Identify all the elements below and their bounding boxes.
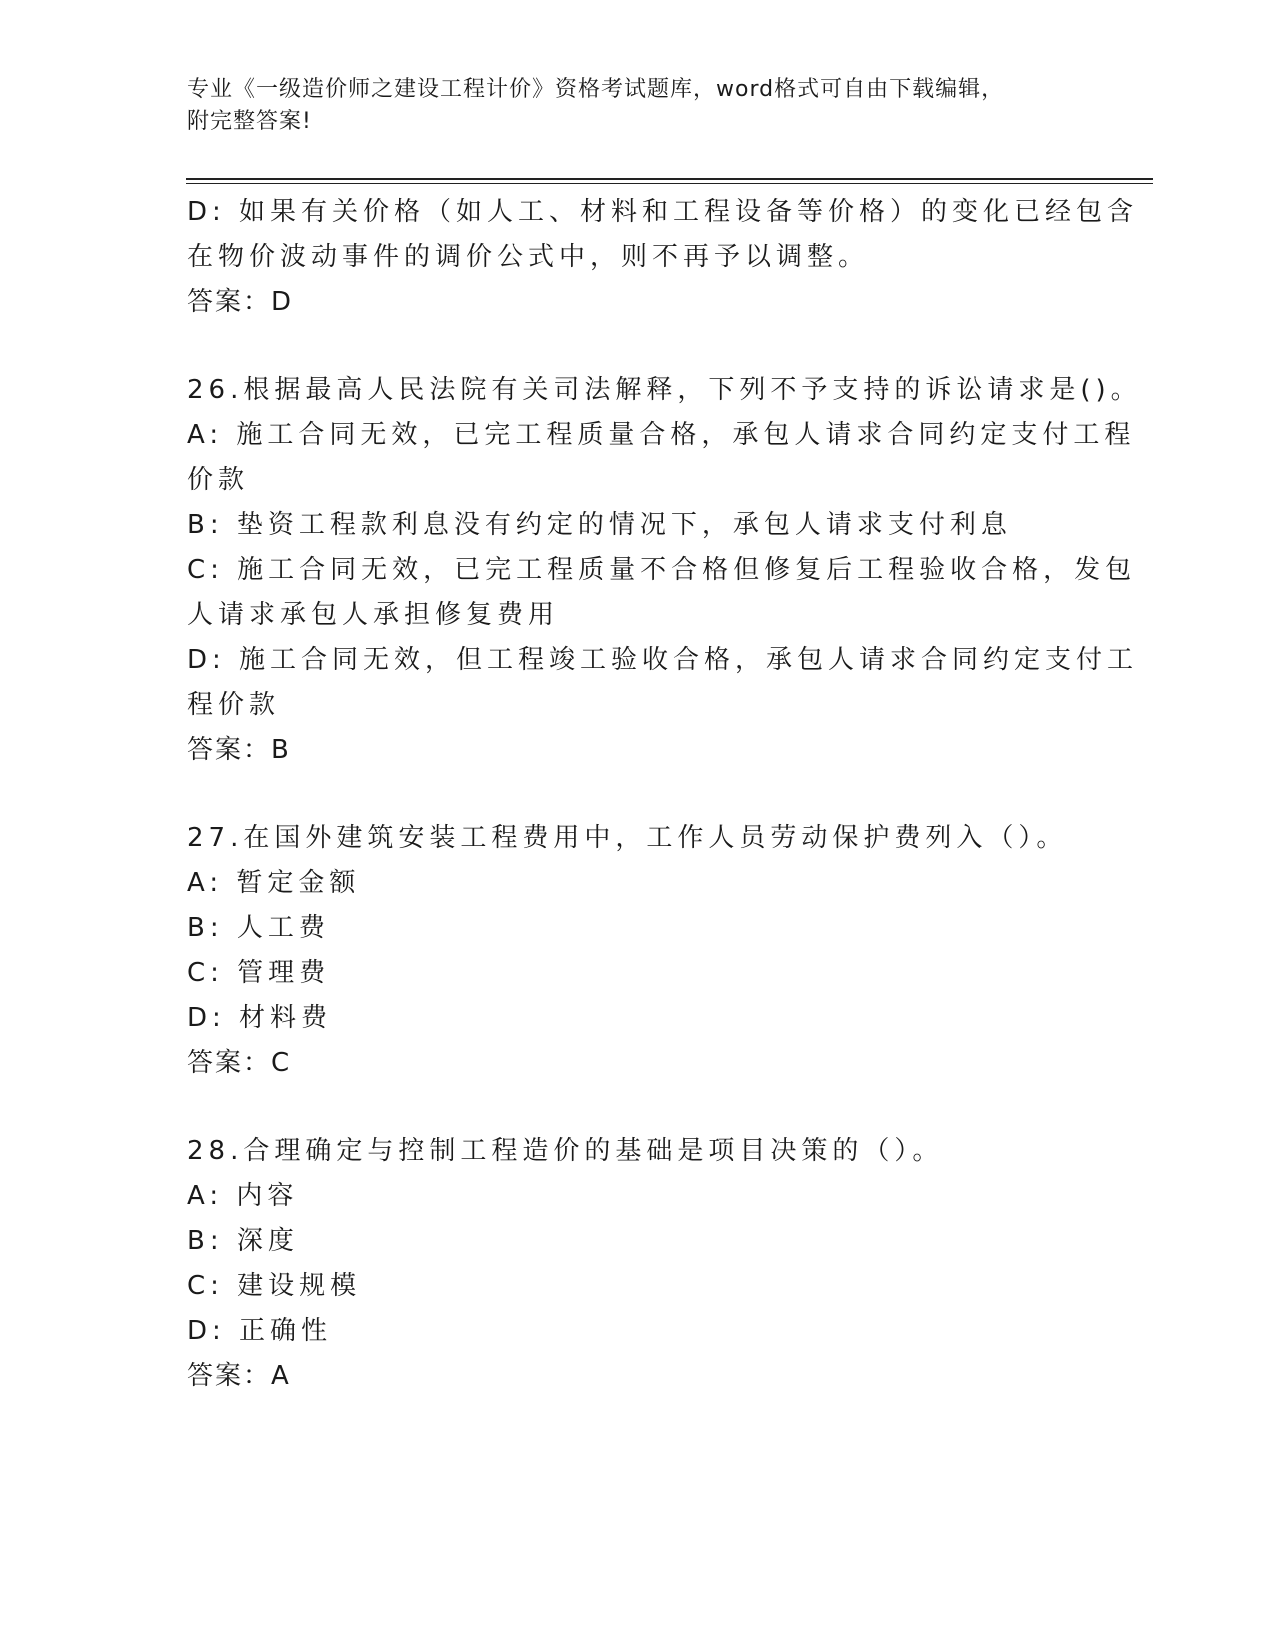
question-spacer <box>187 1086 1087 1129</box>
question-list <box>187 190 1142 1399</box>
option-a: A: 暂定金额 <box>187 868 361 898</box>
option-b: B: 人工费 <box>187 913 330 943</box>
question-spacer <box>187 325 1087 368</box>
option-b: B: 深度 <box>187 1226 299 1256</box>
header-divider-bottom <box>186 183 1153 184</box>
option-d-line-1: D: 如果有关价格（如人工、材料和工程设备等价格）的变化已经包含 <box>187 197 1139 227</box>
question-text: 27.在国外建筑安装工程费用中，工作人员劳动保护费列入（）。 <box>187 823 1068 853</box>
option-d: D: 材料费 <box>187 1003 333 1033</box>
question-text: 26.根据最高人民法院有关司法解释，下列不予支持的诉讼请求是()。 <box>187 375 1142 405</box>
header-line-1: 专业《一级造价师之建设工程计价》资格考试题库，word格式可自由下载编辑， <box>187 77 1005 102</box>
option-a-line-2: 价款 <box>187 465 250 495</box>
question-27 <box>187 816 1087 1086</box>
option-d: D: 正确性 <box>187 1316 333 1346</box>
option-c-line-1: C: 施工合同无效，已完工程质量不合格但修复后工程验收合格，发包 <box>187 555 1137 585</box>
option-d-line-1: D: 施工合同无效，但工程竣工验收合格，承包人请求合同约定支付工 <box>187 645 1139 675</box>
question-26 <box>187 368 1142 773</box>
question-spacer <box>187 773 1087 816</box>
option-a-line-1: A: 施工合同无效，已完工程质量合格，承包人请求合同约定支付工程 <box>187 420 1136 450</box>
page-header <box>187 74 1087 138</box>
option-d-line-2: 在物价波动事件的调价公式中，则不再予以调整。 <box>187 242 870 272</box>
option-c: C: 建设规模 <box>187 1271 362 1301</box>
option-b: B: 垫资工程款利息没有约定的情况下，承包人请求支付利息 <box>187 510 1012 540</box>
answer: 答案：C <box>187 1048 292 1078</box>
option-d-line-2: 程价款 <box>187 690 281 720</box>
header-divider-top <box>186 178 1153 180</box>
answer: 答案：B <box>187 735 291 765</box>
answer: 答案：A <box>187 1361 291 1391</box>
question-28 <box>187 1129 1087 1399</box>
header-line-2: 附完整答案! <box>187 109 312 134</box>
option-c: C: 管理费 <box>187 958 331 988</box>
option-c-line-2: 人请求承包人承担修复费用 <box>187 600 560 630</box>
answer: 答案：D <box>187 287 294 317</box>
question-25-fragment <box>187 190 1139 325</box>
question-text: 28.合理确定与控制工程造价的基础是项目决策的（）。 <box>187 1136 944 1166</box>
option-a: A: 内容 <box>187 1181 299 1211</box>
